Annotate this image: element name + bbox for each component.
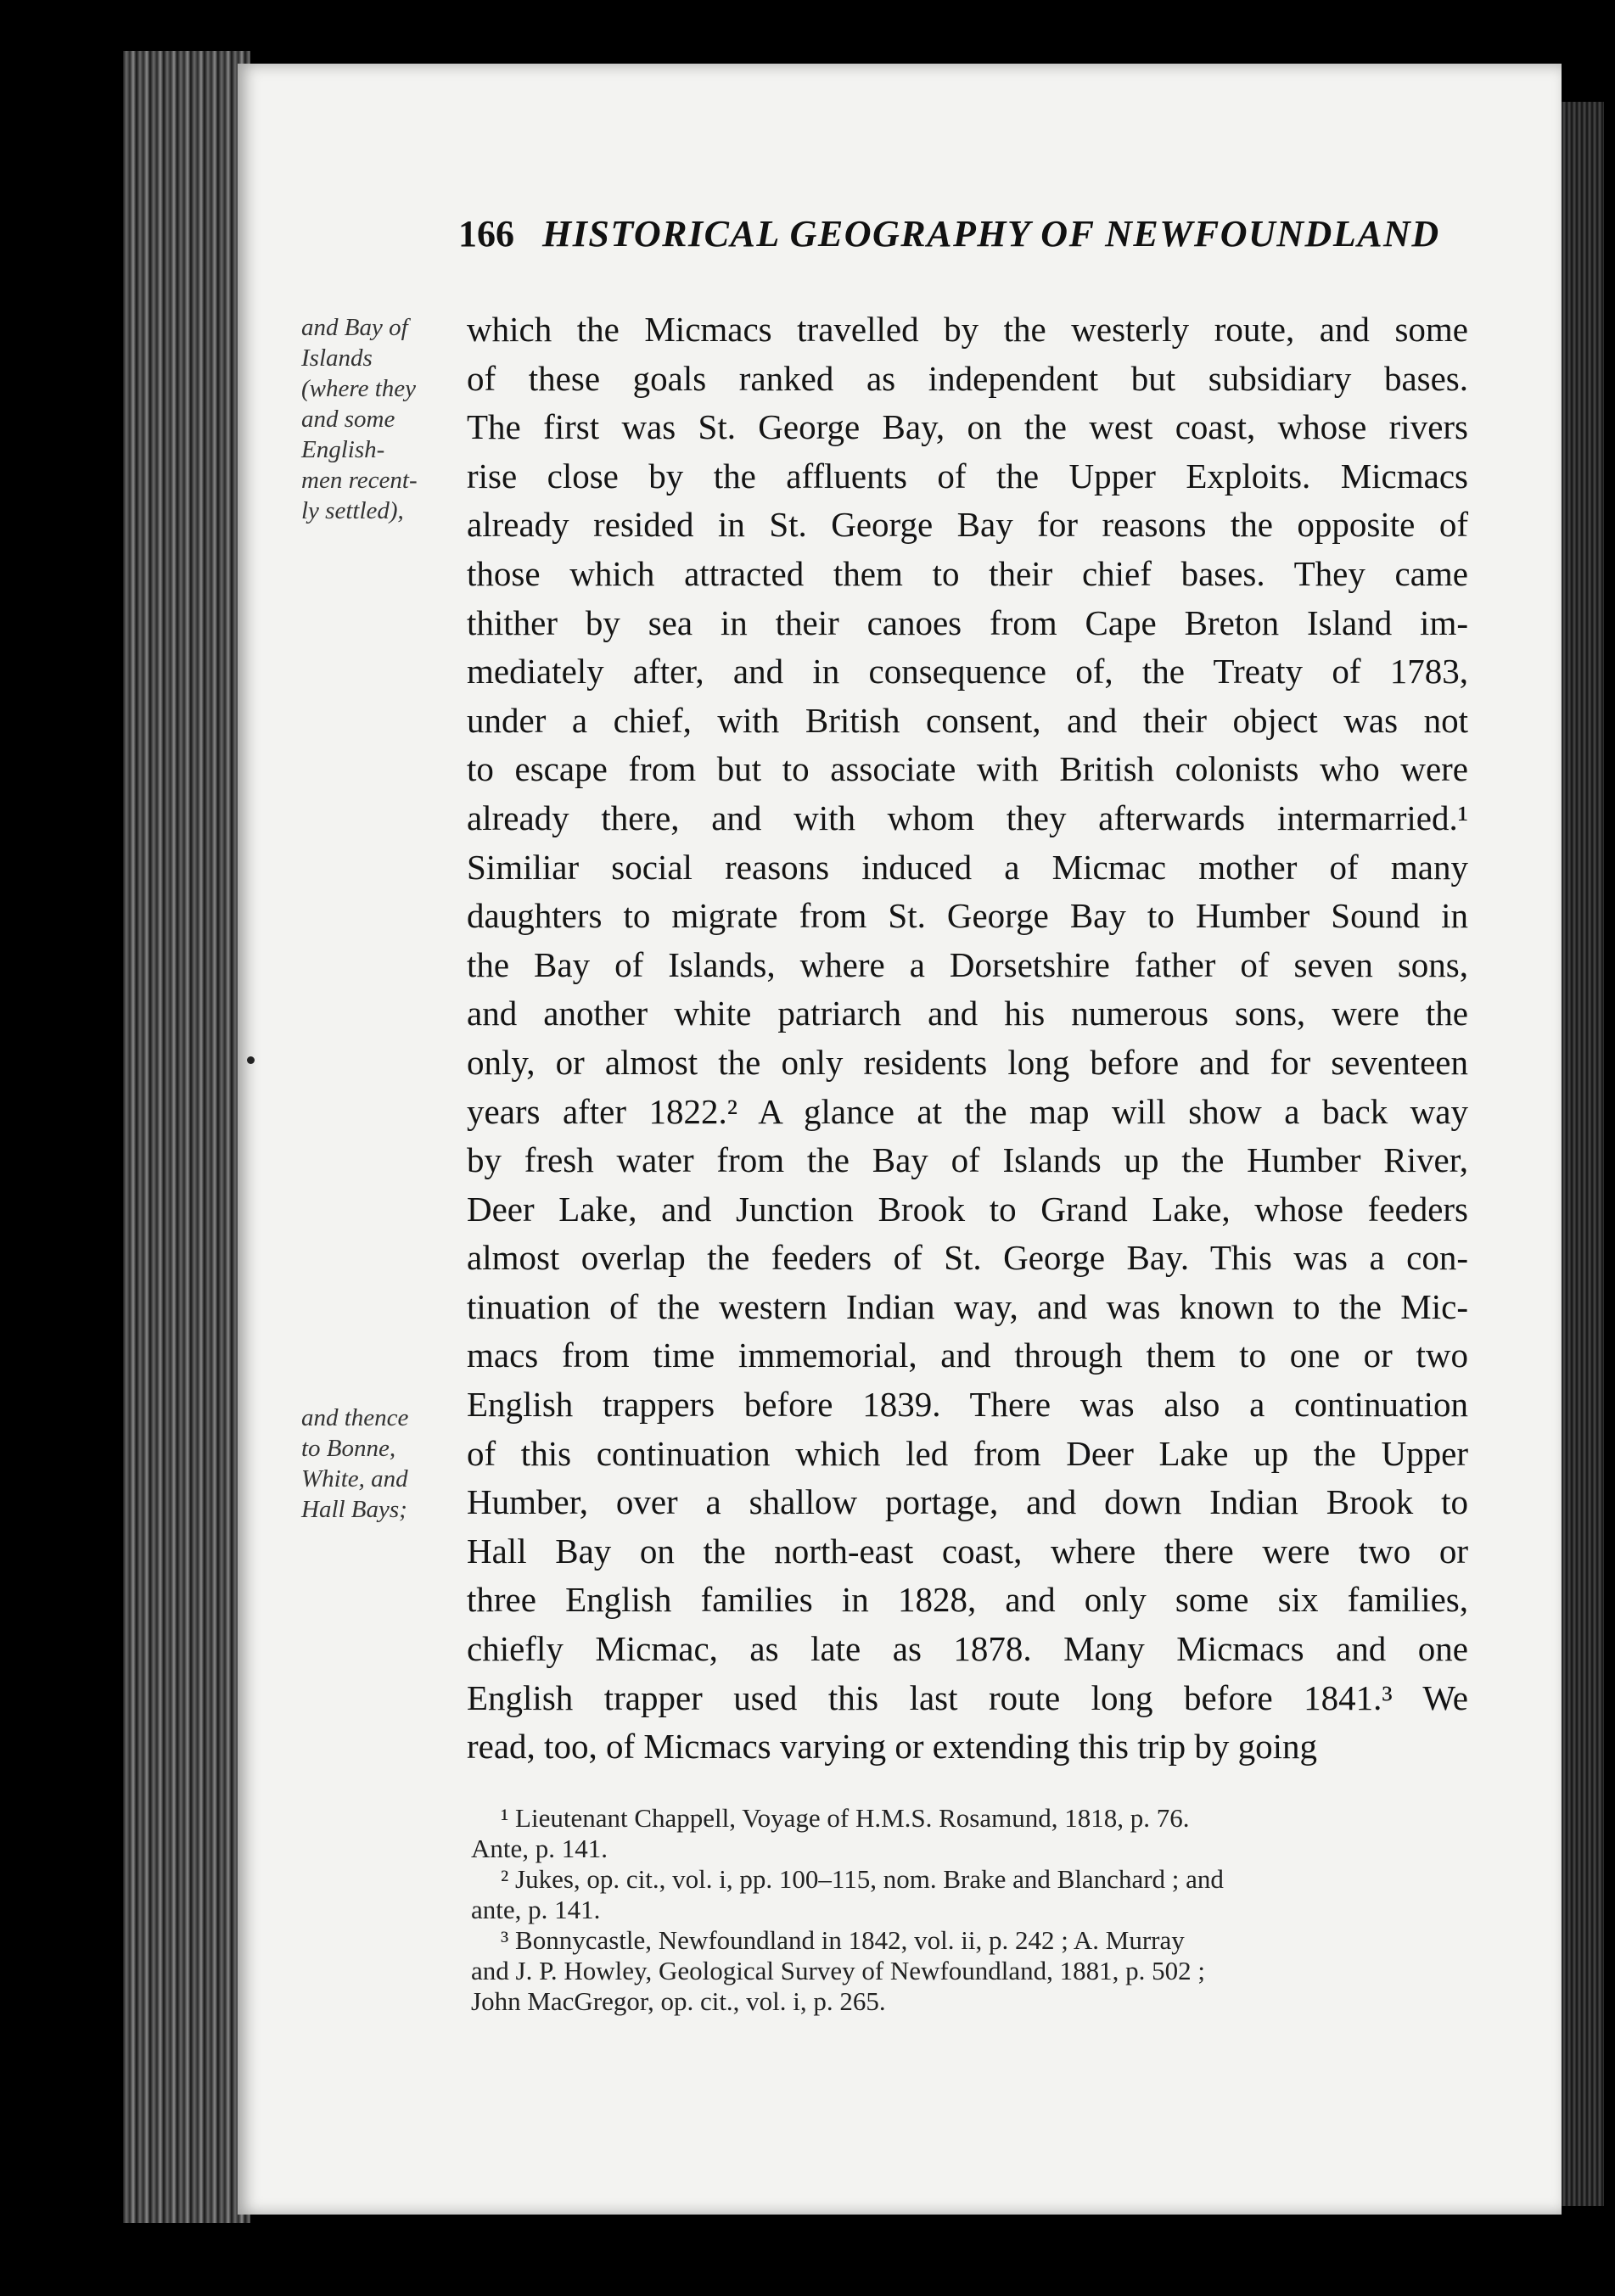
text-line: English trappers before 1839. There was also a continuation bbox=[467, 1385, 1468, 1425]
text-line: tinuation of the western Indian way, and was known to the Mic- bbox=[467, 1286, 1468, 1326]
text-line: which the Micmacs travelled by the westerly route, and some bbox=[467, 310, 1468, 349]
sidenote-line: and thence bbox=[301, 1404, 409, 1431]
footnote-line: John MacGregor, op. cit., vol. i, p. 265. bbox=[471, 1986, 886, 2016]
sidenote-line: and Bay of bbox=[301, 314, 408, 341]
text-line: Humber, over a shallow portage, and down Indian Brook to bbox=[467, 1482, 1468, 1522]
running-head bbox=[458, 212, 1460, 272]
text-line: rise close by the affluents of the Upper Exploits. Micmacs bbox=[467, 456, 1468, 496]
book-binding-gutter bbox=[123, 51, 250, 2223]
sidenote-line: (where they bbox=[301, 375, 417, 402]
text-line: almost overlap the feeders of St. George Bay. This was a con- bbox=[467, 1238, 1468, 1278]
page-edge bbox=[1562, 102, 1604, 2206]
text-line: English trapper used this last route long before 1841.³ We bbox=[467, 1677, 1468, 1717]
text-line: mediately after, and in consequence of, the Treaty of 1783, bbox=[467, 652, 1468, 692]
margin-dot bbox=[247, 1056, 255, 1064]
footnote-line: Ante, p. 141. bbox=[471, 1834, 608, 1863]
text-line: those which attracted them to their chief bases. They came bbox=[467, 553, 1468, 593]
page-number: 166 bbox=[458, 213, 514, 255]
sidenote-line: Islands bbox=[301, 344, 373, 372]
text-line: years after 1822.² A glance at the map will show a back way bbox=[467, 1091, 1468, 1131]
text-line: Similiar social reasons induced a Micmac mother of many bbox=[467, 847, 1468, 887]
text-line: the Bay of Islands, where a Dorsetshire father of seven sons, bbox=[467, 944, 1468, 984]
sidenote-line: and some bbox=[301, 406, 395, 433]
footnote-line: and J. P. Howley, Geological Survey of Newfoundland, 1881, p. 502 ; bbox=[471, 1956, 1206, 1985]
text-line: macs from time immemorial, and through them to one or two bbox=[467, 1336, 1468, 1375]
text-line: daughters to migrate from St. George Bay to Humber Sound in bbox=[467, 896, 1468, 936]
text-line: under a chief, with British consent, and their object was not bbox=[467, 700, 1468, 740]
text-line: and another white patriarch and his numerous sons, were the bbox=[467, 994, 1468, 1033]
text-line: thither by sea in their canoes from Cape Breton Island im- bbox=[467, 602, 1468, 642]
footnote-line: ³ Bonnycastle, Newfoundland in 1842, vol. ii, p. 242 ; A. Murray bbox=[501, 1925, 1185, 1955]
text-line: Deer Lake, and Junction Brook to Grand Lake, whose feeders bbox=[467, 1189, 1468, 1229]
footnote-line: ¹ Lieutenant Chappell, Voyage of H.M.S. Rosamund, 1818, p. 76. bbox=[501, 1803, 1190, 1833]
text-line: already resided in St. George Bay for reasons the opposite of bbox=[467, 505, 1468, 545]
text-line: already there, and with whom they afterwards intermarried.¹ bbox=[467, 798, 1468, 837]
text-line: only, or almost the only residents long before and for seventeen bbox=[467, 1042, 1468, 1082]
text-line: The first was St. George Bay, on the west coast, whose rivers bbox=[467, 407, 1468, 447]
text-line: Hall Bay on the north-east coast, where there were two or bbox=[467, 1531, 1468, 1571]
sidenote bbox=[301, 1403, 463, 1525]
sidenote-line: ly settled), bbox=[301, 497, 404, 524]
sidenote bbox=[301, 312, 463, 526]
text-line: by fresh water from the Bay of Islands up the Humber River, bbox=[467, 1140, 1468, 1180]
text-line: read, too, of Micmacs varying or extending this trip by going bbox=[467, 1727, 1318, 1767]
text-line: three English families in 1828, and only some six families, bbox=[467, 1580, 1468, 1620]
text-line: to escape from but to associate with British colonists who were bbox=[467, 749, 1468, 789]
sidenote-line: to Bonne, bbox=[301, 1435, 396, 1462]
footnotes bbox=[471, 1803, 1464, 2017]
sidenote-line: Hall Bays; bbox=[301, 1496, 407, 1523]
body-text bbox=[467, 305, 1468, 1772]
sidenote-line: men recent- bbox=[301, 467, 418, 494]
sidenote-line: White, and bbox=[301, 1465, 408, 1492]
footnote-line: ante, p. 141. bbox=[471, 1895, 601, 1924]
footnote-line: ² Jukes, op. cit., vol. i, pp. 100–115, nom. Brake and Blanchard ; and bbox=[501, 1864, 1224, 1894]
text-line: of these goals ranked as independent but subsidiary bases. bbox=[467, 358, 1468, 398]
text-line: of this continuation which led from Deer Lake up the Upper bbox=[467, 1433, 1468, 1473]
running-title: HISTORICAL GEOGRAPHY OF NEWFOUNDLAND bbox=[542, 213, 1440, 255]
text-line: chiefly Micmac, as late as 1878. Many Micmacs and one bbox=[467, 1629, 1468, 1669]
sidenote-line: English- bbox=[301, 436, 385, 463]
